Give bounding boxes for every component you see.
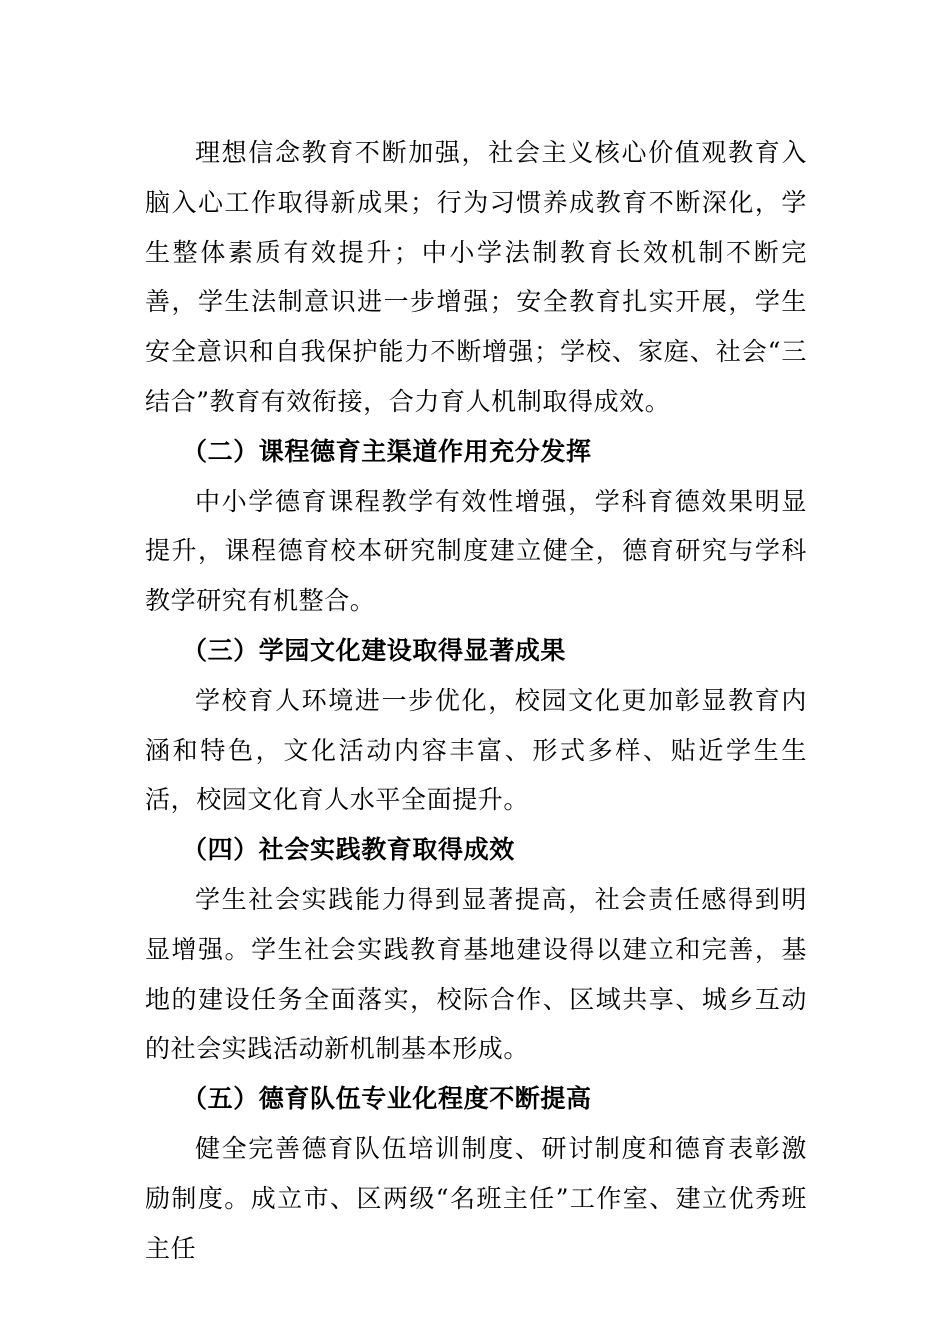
paragraph-staff-training: 健全完善德育队伍培训制度、研讨制度和德育表彰激励制度。成立市、区两级“名班主任”工作室、建立优秀班主任 [145, 1133, 807, 1263]
document-page [145, 128, 807, 1273]
paragraph-social-practice: 学生社会实践能力得到显著提高，社会责任感得到明显增强。学生社会实践教育基地建设得以建立和完善，基地的建设任务全面落实，校际合作、区域共享、城乡互动的社会实践活动新机制基本形成。 [145, 884, 807, 1064]
paragraph-campus-culture: 学校育人环境进一步优化，校园文化更加彰显教育内涵和特色，文化活动内容丰富、形式多样、贴近学生生活，校园文化育人水平全面提升。 [145, 685, 807, 815]
section-heading-2: （二）课程德育主渠道作用充分发挥 [182, 436, 592, 466]
section-heading-3: （三）学园文化建设取得显著成果 [182, 635, 567, 665]
section-heading-4: （四）社会实践教育取得成效 [182, 835, 515, 865]
section-heading-5: （五）德育队伍专业化程度不断提高 [182, 1084, 592, 1114]
paragraph-ideals-education: 理想信念教育不断加强，社会主义核心价值观教育入脑入心工作取得新成果；行为习惯养成教育不断深化，学生整体素质有效提升；中小学法制教育长效机制不断完善，学生法制意识进一步增强；安全教育扎实开展，学生安全意识和自我保护能力不断增强；学校、家庭、社会“三结合”教育有效衔接，合力育人机制取得成效。 [145, 138, 807, 416]
paragraph-curriculum: 中小学德育课程教学有效性增强，学科育德效果明显提升，课程德育校本研究制度建立健全，德育研究与学科教学研究有机整合。 [145, 486, 807, 616]
